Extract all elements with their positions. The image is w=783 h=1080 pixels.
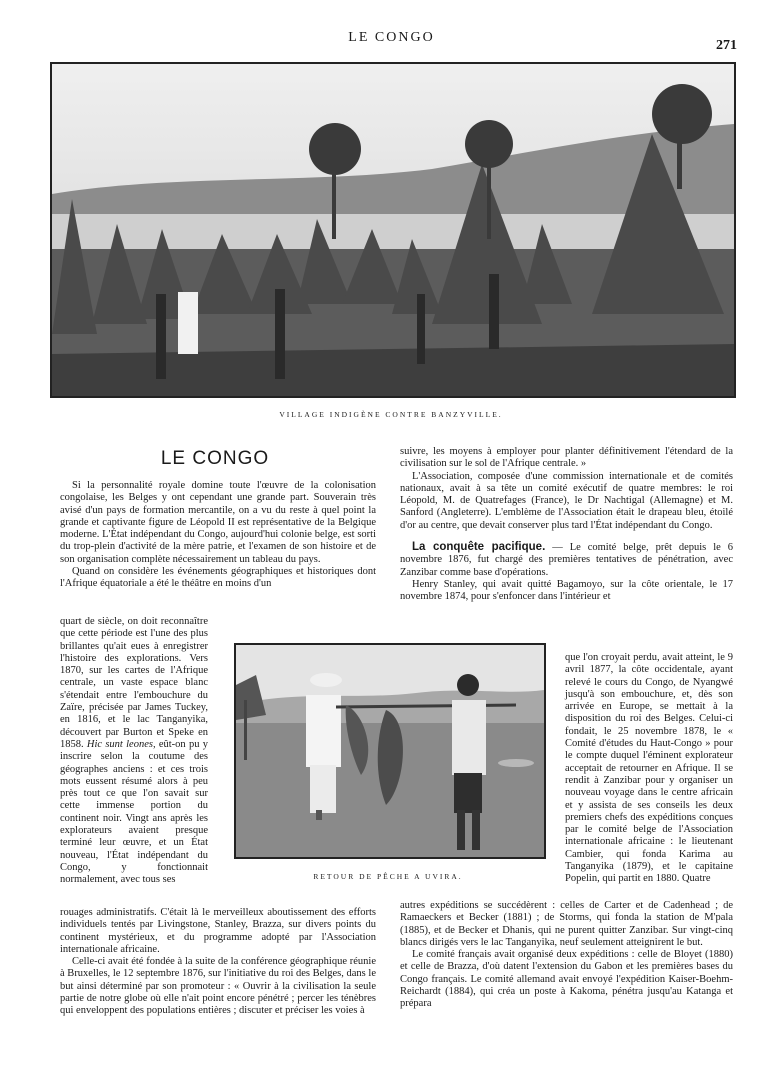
left-paragraph-2-narrow-cont: eût-on pu y inscrire selon la coutume des géographes anciens : et ces trois mots eussent résumé alors à peu près tout ce que l'on savait sur cette immense portion du continent noir. Vingt ans après les explorateurs avaient presque terminé leur œuvre, et un État nouveau, l'État indépendant du Congo, y fonctionnait normalement, avec tous ses <box>60 738 208 886</box>
page-number: 271 <box>716 38 737 53</box>
right-paragraph-2: L'Association, composée d'une commission internationale et de comités nationaux, avait à sa tête un comité exécutif de quatre membres: le roi Léopold, M. de Quatrefages (France), le Dr Nachtigal (Allemagne) et M. Sanford (Angleterre). L'emblème de l'Association était le drapeau bleu, étoilé d'or au centre, que devait conserver plus tard l'État indépendant du Congo. <box>400 470 733 531</box>
left-column-narrow <box>60 616 208 887</box>
fishing-photo <box>234 643 546 859</box>
middle-photo-caption: RETOUR DE PÊCHE A UVIRA. <box>313 872 463 881</box>
right-paragraph-5: Le comité français avait organisé deux expéditions : celle de Bloyet (1880) et celle de Brazza, d'où datent l'extension du Gabon et les premières bases du Congo français. Le comité allemand avait envoyé l'expédition Kaiser-Boehm-Reichardt (1884), qui créa un poste à Kakoma, pénétra jusqu'au Katanga et prépara <box>400 949 733 1010</box>
left-paragraph-1: Si la personnalité royale domine toute l'œuvre de la colonisation congolaise, les Belges y ont cependant une grande part. Souverain très avisé d'un pays de formation mercantile, on a vu du reste à quel point la grande et captivante figure de Léopold II est représentative de la Belgique moderne. L'État indépendant du Congo, aujourd'hui colonie belge, est sorti du trop-plein d'activité de la mère patrie, et l'examen de son histoire et de son organisation complète nécessairement un tableau du pays. <box>60 480 376 565</box>
left-paragraph-2-narrow: quart de siècle, on doit reconnaître que cette période est l'une des plus brillantes qu'ait eues à enregistrer l'histoire des explorations. Vers 1870, sur les cartes de l'Afrique centrale, un vaste espace blanc s'étendait entre l'embouchure du Zaïre, précisée par James Tuckey, en 1816, et le lac Tanganyika, découvert par Burton et Speke en 1858. <box>60 616 208 750</box>
running-title: LE CONGO <box>348 30 435 45</box>
right-column-narrow <box>565 652 733 886</box>
top-photo-caption: VILLAGE INDIGÈNE CONTRE BANZYVILLE. <box>279 410 503 419</box>
left-paragraph-2-head: Quand on considère les événements géographiques et historiques dont l'Afrique équatoriale a été le théâtre en moins d'un <box>60 566 376 590</box>
right-paragraph-4-end: autres expéditions se succédèrent : celles de Carter et de Cadenhead ; de Ramaeckers et Becker (1881) ; de Storms, qui fonda la station de M'pala (1885), et de Becker et Dhanis, qui ne purent quitter Zanzibar. Sur vingt-cinq blancs dirigés vers le lac Tanganyika, neuf seulement atteignirent le but. <box>400 900 733 948</box>
left-paragraph-3: Celle-ci avait été fondée à la suite de la conférence géographique réunie à Bruxelles, le 12 septembre 1876, sur l'initiative du roi des Belges, dans le but ainsi déterminé par son promoteur : « Ouvrir à la civilisation la seule partie de notre globe où elle n'ait point encore pénétré ; percer les ténèbres qui enveloppent des populations entières ; discuter et préciser les voies à <box>60 956 376 1017</box>
right-column-top <box>400 446 733 604</box>
article-title: LE CONGO <box>160 448 270 469</box>
left-column-bottom <box>60 907 376 1018</box>
right-paragraph-3: — Le comité belge, prêt depuis le 6 novembre 1876, fut chargé des premières tentatives de pénétration, avec Zanzibar comme base d'opérations. <box>400 542 734 578</box>
section-subheading: La conquête pacifique. <box>412 541 546 554</box>
right-paragraph-4-narrow: que l'on croyait perdu, avait atteint, le 9 avril 1877, la côte occidentale, ayant relevé le cours du Congo, de Nyangwé jusqu'à son embouchure, et, dès son arrivée en Europe, se mettait à la disposition du roi des Belges. Celui-ci fondait, le 25 novembre 1878, le « Comité d'études du Haut-Congo » pour le compte duquel l'éminent explorateur acceptait de retourner en Afrique. Il se rendit à Zanzibar pour y organiser un nouveau voyage dans le centre africain et y assista de ses conseils les deux premiers chefs des expéditions conçues par le comité belge de l'Association internationale africaine : le lieutenant Cambier, qui fonda Karima au Tanganyika (1879), et le capitaine Popelin, qui partit en 1880. Quatre <box>565 652 733 885</box>
village-photo <box>50 62 736 398</box>
latin-phrase: Hic sunt leones, <box>86 738 156 750</box>
right-paragraph-1: suivre, les moyens à employer pour planter définitivement l'étendard de la civilisation sur le sol de l'Afrique centrale. » <box>400 446 733 470</box>
right-paragraph-4-head: Henry Stanley, qui avait quitté Bagamoyo, sur la côte orientale, le 17 novembre 1874, pour s'enfoncer dans l'intérieur et <box>400 578 733 603</box>
left-paragraph-2-end: rouages administratifs. C'était là le merveilleux aboutissement des efforts individuels tentés par Livingstone, Stanley, Brazza, sur divers points du continent mystérieux, et du programme adopté par l'Association internationale africaine. <box>60 907 376 955</box>
right-column-bottom <box>400 900 733 1011</box>
left-column-top <box>60 480 376 591</box>
